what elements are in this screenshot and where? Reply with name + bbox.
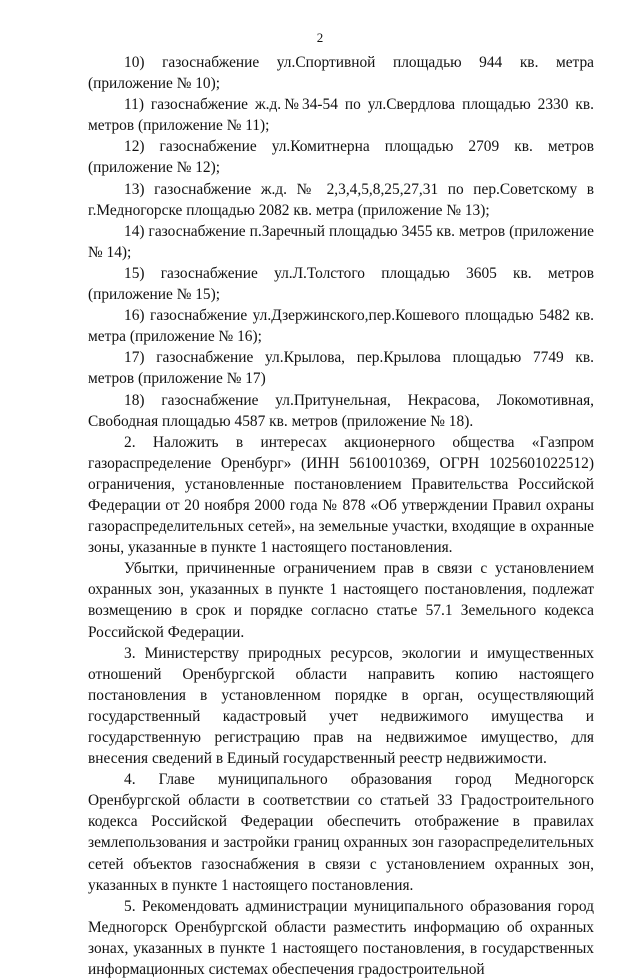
clause-3: 3. Министерству природных ресурсов, экологии и имущественных отношений Оренбургской области направить копию настоящего постановления в установленном порядке в орган, осуществляющий государственный кадастровый учет недвижимого имущества и государственную регистрацию прав на недвижимое имущество, для внесения сведений в Единый государственный реестр недвижимости. (88, 644, 594, 768)
page-number: 2 (316, 30, 324, 45)
list-item-11: 11) газоснабжение ж.д.№34-54 по ул.Свердлова площадью 2330 кв. метров (приложение № 11); (88, 96, 594, 135)
document-body (88, 52, 594, 980)
clause-2-damages: Убытки, причиненные ограничением прав в связи с установлением охранных зон, указанных в пункте 1 настоящего постановления, подлежат возмещению в срок и порядке согласно статье 57.1 Земельного кодекса Российской Федерации. (88, 560, 594, 641)
list-item-10: 10) газоснабжение ул.Спортивной площадью 944 кв. метра (приложение № 10); (88, 54, 594, 93)
clause-5: 5. Рекомендовать администрации муниципального образования город Медногорск Оренбургской области разместить информацию об охранных зонах, указанных в пункте 1 настоящего постановления, в государственных информационных системах обеспечения градостроительной (88, 897, 594, 979)
clause-2: 2. Наложить в интересах акционерного общества «Газпром газораспределение Оренбург» (ИНН 5610010369, ОГРН 1025601022512) ограничения, установленные постановлением Правительства Российской Федерации от 20 ноября 2000 года № 878 «Об утверждении Правил охраны газораспределительных сетей», на земельные участки, входящие в охранные зоны, указанные в пункте 1 настоящего постановления. (88, 433, 594, 557)
list-item-18: 18) газоснабжение ул.Притунельная, Некрасова, Локомотивная, Свободная площадью 4587 кв. метров (приложение № 18). (88, 391, 594, 430)
list-item-16: 16) газоснабжение ул.Дзержинского,пер.Кошевого площадью 5482 кв. метра (приложение № 16); (88, 307, 594, 346)
list-item-15: 15) газоснабжение ул.Л.Толстого площадью 3605 кв. метров (приложение № 15); (88, 264, 594, 304)
clause-4: 4. Главе муниципального образования город Медногорск Оренбургской области в соответствии со статьей 33 Градостроительного кодекса Российской Федерации обеспечить отображение в правилах землепользования и застройки границ охранных зон газораспределительных сетей объектов газоснабжения в связи с установлением охранных зон, указанных в пункте 1 настоящего постановления. (88, 771, 594, 894)
list-item-12: 12) газоснабжение ул.Комитнерна площадью 2709 кв. метров (приложение № 12); (88, 138, 594, 177)
list-item-13: 13) газоснабжение ж.д. № 2,3,4,5,8,25,27,31 по пер.Советскому в г.Медногорске площадью 2082 кв. метра (приложение № 13); (88, 180, 594, 219)
list-item-14: 14) газоснабжение п.Заречный площадью 3455 кв. метров (приложение № 14); (88, 222, 594, 261)
list-item-17: 17) газоснабжение ул.Крылова, пер.Крылова площадью 7749 кв. метров (приложение № 17) (88, 349, 594, 388)
